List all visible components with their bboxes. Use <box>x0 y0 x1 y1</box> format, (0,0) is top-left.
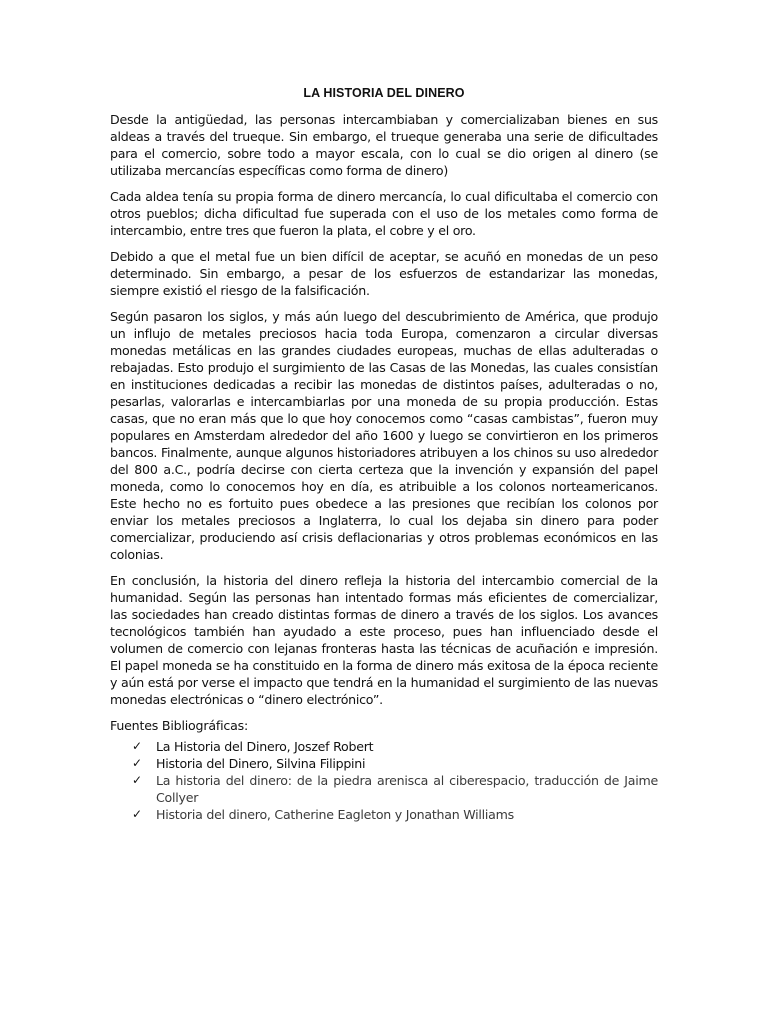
source-text: Historia del Dinero, Silvina Filippini <box>156 756 366 771</box>
sources-list <box>110 738 658 823</box>
source-item <box>132 772 658 806</box>
checkmark-icon: ✓ <box>132 756 142 770</box>
source-text: La historia del dinero: de la piedra arenisca al ciberespacio, traducción de Jaime Collyer <box>156 773 658 805</box>
paragraph-3: Debido a que el metal fue un bien difícil de aceptar, se acuñó en monedas de un peso determinado. Sin embargo, a pesar de los esfuerzos de estandarizar las monedas, siempre existió el riesgo de la falsificación. <box>110 249 658 298</box>
paragraph-1: Desde la antigüedad, las personas intercambiaban y comercializaban bienes en sus aldeas a través del trueque. Sin embargo, el trueque generaba una serie de dificultades para el comercio, sobre todo a mayor escala, con lo cual se dio origen al dinero (se utilizaba mercancías específicas como forma de dinero) <box>110 112 658 178</box>
source-item <box>132 738 658 755</box>
document-title: LA HISTORIA DEL DINERO <box>303 86 465 100</box>
sources-heading: Fuentes Bibliográficas: <box>110 718 249 733</box>
checkmark-icon: ✓ <box>132 739 142 753</box>
source-text: Historia del dinero, Catherine Eagleton y Jonathan Williams <box>156 807 514 822</box>
checkmark-icon: ✓ <box>132 807 142 821</box>
paragraph-2: Cada aldea tenía su propia forma de dinero mercancía, lo cual dificultaba el comercio con otros pueblos; dicha dificultad fue superada con el uso de los metales como forma de intercambio, entre tres que fueron la plata, el cobre y el oro. <box>110 189 658 238</box>
checkmark-icon: ✓ <box>132 773 142 787</box>
source-item <box>132 755 658 772</box>
source-text: La Historia del Dinero, Joszef Robert <box>156 739 374 754</box>
source-item <box>132 806 658 823</box>
document-page <box>110 86 658 823</box>
paragraph-5: En conclusión, la historia del dinero refleja la historia del intercambio comercial de la humanidad. Según las personas han intentado formas más eficientes de comercializar, las sociedades han creado distintas formas de dinero a través de los siglos. Los avances tecnológicos también han ayudado a este proceso, pues han influenciado desde el volumen de comercio con lejanas fronteras hasta las técnicas de acuñación e impresión. El papel moneda se ha constituido en la forma de dinero más exitosa de la época reciente y aún está por verse el impacto que tendrá en la humanidad el surgimiento de las nuevas monedas electrónicas o “dinero electrónico”. <box>110 573 658 707</box>
paragraph-4: Según pasaron los siglos, y más aún luego del descubrimiento de América, que produjo un influjo de metales preciosos hacia toda Europa, comenzaron a circular diversas monedas metálicas en las grandes ciudades europeas, muchas de ellas adulteradas o rebajadas. Esto produjo el surgimiento de las Casas de las Monedas, las cuales consistían en instituciones dedicadas a recibir las monedas de distintos países, adulteradas o no, pesarlas, valorarlas e intercambiarlas por una moneda de su propia producción. Estas casas, que no eran más que lo que hoy conocemos como “casas cambistas”, fueron muy populares en Amsterdam alrededor del año 1600 y luego se convirtieron en los primeros bancos. Finalmente, aunque algunos historiadores atribuyen a los chinos su uso alrededor del 800 a.C., podría decirse con cierta certeza que la invención y expansión del papel moneda, como lo conocemos hoy en día, es atribuible a los colonos norteamericanos. Este hecho no es fortuito pues obedece a las presiones que recibían los colonos por enviar los metales preciosos a Inglaterra, lo cual los dejaba sin dinero para poder comercializar, produciendo así crisis deflacionarias y otros problemas económicos en las colonias. <box>110 309 658 562</box>
